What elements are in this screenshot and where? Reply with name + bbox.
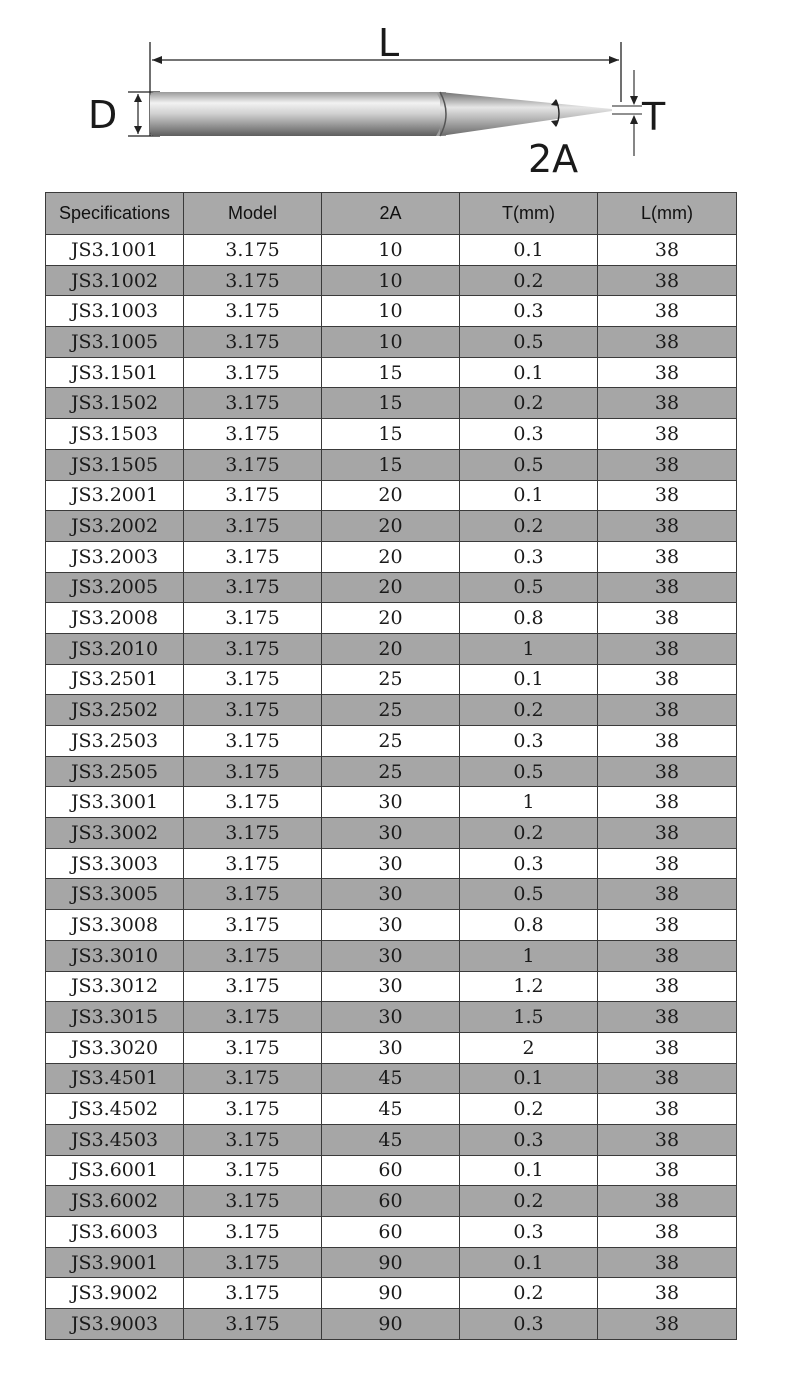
cell-tip: 0.3 (460, 1124, 598, 1155)
cell-angle: 25 (322, 664, 460, 695)
cell-length: 38 (598, 419, 737, 450)
table-row (46, 603, 737, 634)
cell-specification: JS3.4502 (46, 1094, 184, 1125)
cell-length: 38 (598, 357, 737, 388)
table-row (46, 235, 737, 266)
cell-length: 38 (598, 695, 737, 726)
cell-angle: 20 (322, 511, 460, 542)
cell-length: 38 (598, 1217, 737, 1248)
cell-tip: 0.2 (460, 1186, 598, 1217)
cell-angle: 20 (322, 633, 460, 664)
cell-angle: 25 (322, 695, 460, 726)
cell-specification: JS3.2001 (46, 480, 184, 511)
cell-specification: JS3.1505 (46, 449, 184, 480)
cell-tip: 0.1 (460, 480, 598, 511)
cell-length: 38 (598, 940, 737, 971)
cell-angle: 45 (322, 1124, 460, 1155)
cell-angle: 30 (322, 848, 460, 879)
cell-specification: JS3.4503 (46, 1124, 184, 1155)
cell-tip: 1.2 (460, 971, 598, 1002)
cell-tip: 0.8 (460, 910, 598, 941)
cell-specification: JS3.2502 (46, 695, 184, 726)
cell-specification: JS3.3002 (46, 818, 184, 849)
cell-model: 3.175 (184, 1186, 322, 1217)
cell-model: 3.175 (184, 910, 322, 941)
cell-specification: JS3.4501 (46, 1063, 184, 1094)
cell-tip: 0.5 (460, 449, 598, 480)
table-row (46, 818, 737, 849)
cell-specification: JS3.2002 (46, 511, 184, 542)
cell-length: 38 (598, 787, 737, 818)
cell-angle: 30 (322, 1002, 460, 1033)
table-row (46, 1186, 737, 1217)
table-row (46, 848, 737, 879)
cell-length: 38 (598, 296, 737, 327)
cell-length: 38 (598, 1247, 737, 1278)
cell-specification: JS3.1501 (46, 357, 184, 388)
table-row (46, 1309, 737, 1340)
cell-angle: 60 (322, 1155, 460, 1186)
cell-model: 3.175 (184, 1002, 322, 1033)
cell-angle: 30 (322, 787, 460, 818)
cell-length: 38 (598, 572, 737, 603)
cell-model: 3.175 (184, 1032, 322, 1063)
cell-angle: 30 (322, 910, 460, 941)
cell-length: 38 (598, 1278, 737, 1309)
cell-model: 3.175 (184, 572, 322, 603)
cell-angle: 60 (322, 1186, 460, 1217)
cell-angle: 30 (322, 1032, 460, 1063)
diameter-label: D (88, 93, 118, 137)
cell-angle: 15 (322, 449, 460, 480)
table-row (46, 1094, 737, 1125)
cell-model: 3.175 (184, 511, 322, 542)
table-row (46, 726, 737, 757)
cell-specification: JS3.6003 (46, 1217, 184, 1248)
cell-tip: 1 (460, 940, 598, 971)
cell-angle: 25 (322, 756, 460, 787)
cell-specification: JS3.3020 (46, 1032, 184, 1063)
cell-tip: 0.1 (460, 1063, 598, 1094)
cell-angle: 30 (322, 940, 460, 971)
header-model: Model (184, 193, 322, 235)
cell-length: 38 (598, 541, 737, 572)
cell-tip: 0.1 (460, 1247, 598, 1278)
cell-specification: JS3.3008 (46, 910, 184, 941)
cell-model: 3.175 (184, 419, 322, 450)
cell-specification: JS3.2003 (46, 541, 184, 572)
table-row (46, 572, 737, 603)
cell-tip: 2 (460, 1032, 598, 1063)
table-row (46, 1247, 737, 1278)
cell-angle: 90 (322, 1247, 460, 1278)
cell-tip: 0.3 (460, 726, 598, 757)
table-row (46, 541, 737, 572)
cell-model: 3.175 (184, 357, 322, 388)
cell-angle: 10 (322, 327, 460, 358)
cell-specification: JS3.2008 (46, 603, 184, 634)
specifications-table (45, 192, 737, 1340)
cell-model: 3.175 (184, 1155, 322, 1186)
cell-model: 3.175 (184, 235, 322, 266)
cell-length: 38 (598, 511, 737, 542)
table-row (46, 910, 737, 941)
cell-length: 38 (598, 971, 737, 1002)
cell-angle: 45 (322, 1063, 460, 1094)
cell-tip: 0.3 (460, 541, 598, 572)
cell-angle: 25 (322, 726, 460, 757)
cell-tip: 0.8 (460, 603, 598, 634)
cell-length: 38 (598, 910, 737, 941)
cell-model: 3.175 (184, 1309, 322, 1340)
cell-model: 3.175 (184, 1063, 322, 1094)
cell-length: 38 (598, 1309, 737, 1340)
cell-angle: 15 (322, 388, 460, 419)
cell-angle: 60 (322, 1217, 460, 1248)
cell-tip: 0.3 (460, 848, 598, 879)
table-row (46, 1278, 737, 1309)
cell-tip: 0.2 (460, 511, 598, 542)
tip-label: T (642, 95, 666, 139)
cell-specification: JS3.2010 (46, 633, 184, 664)
cell-model: 3.175 (184, 449, 322, 480)
cell-specification: JS3.1002 (46, 265, 184, 296)
table-row (46, 787, 737, 818)
cell-model: 3.175 (184, 695, 322, 726)
cell-model: 3.175 (184, 1278, 322, 1309)
cell-length: 38 (598, 756, 737, 787)
cell-specification: JS3.2501 (46, 664, 184, 695)
cell-angle: 15 (322, 419, 460, 450)
cell-angle: 20 (322, 541, 460, 572)
cell-model: 3.175 (184, 879, 322, 910)
cell-length: 38 (598, 1002, 737, 1033)
cell-length: 38 (598, 235, 737, 266)
cell-tip: 1.5 (460, 1002, 598, 1033)
cell-angle: 20 (322, 572, 460, 603)
bit-shank (150, 92, 446, 136)
cell-length: 38 (598, 1094, 737, 1125)
cell-length: 38 (598, 1186, 737, 1217)
cell-length: 38 (598, 1155, 737, 1186)
cell-specification: JS3.3015 (46, 1002, 184, 1033)
cell-tip: 0.2 (460, 265, 598, 296)
cell-length: 38 (598, 388, 737, 419)
cell-length: 38 (598, 265, 737, 296)
cell-model: 3.175 (184, 296, 322, 327)
table-row (46, 1217, 737, 1248)
cell-specification: JS3.6002 (46, 1186, 184, 1217)
cell-tip: 0.3 (460, 419, 598, 450)
table-body (46, 235, 737, 1340)
cell-length: 38 (598, 633, 737, 664)
table-row (46, 511, 737, 542)
cell-angle: 10 (322, 296, 460, 327)
table-header-row (46, 193, 737, 235)
cell-length: 38 (598, 1032, 737, 1063)
cell-model: 3.175 (184, 480, 322, 511)
cell-model: 3.175 (184, 265, 322, 296)
cell-tip: 0.1 (460, 1155, 598, 1186)
cell-model: 3.175 (184, 940, 322, 971)
cell-model: 3.175 (184, 1124, 322, 1155)
cell-length: 38 (598, 1124, 737, 1155)
length-label: L (378, 21, 400, 65)
table-row (46, 1063, 737, 1094)
cell-specification: JS3.1503 (46, 419, 184, 450)
cell-tip: 0.3 (460, 296, 598, 327)
cell-specification: JS3.1502 (46, 388, 184, 419)
cell-tip: 1 (460, 633, 598, 664)
cell-tip: 1 (460, 787, 598, 818)
cell-angle: 20 (322, 603, 460, 634)
table-row (46, 449, 737, 480)
cell-specification: JS3.9003 (46, 1309, 184, 1340)
cell-specification: JS3.3010 (46, 940, 184, 971)
cell-angle: 10 (322, 265, 460, 296)
cell-length: 38 (598, 1063, 737, 1094)
cell-model: 3.175 (184, 664, 322, 695)
table-row (46, 480, 737, 511)
angle-label: 2A (528, 137, 579, 181)
cell-tip: 0.2 (460, 1278, 598, 1309)
cell-specification: JS3.9002 (46, 1278, 184, 1309)
cell-angle: 90 (322, 1278, 460, 1309)
cell-model: 3.175 (184, 1094, 322, 1125)
tip-dimension (612, 70, 642, 156)
cell-model: 3.175 (184, 388, 322, 419)
cell-model: 3.175 (184, 818, 322, 849)
cell-specification: JS3.1003 (46, 296, 184, 327)
table-row (46, 296, 737, 327)
cell-length: 38 (598, 480, 737, 511)
cell-tip: 0.1 (460, 357, 598, 388)
header-specifications: Specifications (46, 193, 184, 235)
cell-length: 38 (598, 848, 737, 879)
table-row (46, 1155, 737, 1186)
cell-model: 3.175 (184, 756, 322, 787)
cell-specification: JS3.3003 (46, 848, 184, 879)
cell-length: 38 (598, 726, 737, 757)
header-tip: T(mm) (460, 193, 598, 235)
header-length: L(mm) (598, 193, 737, 235)
cell-tip: 0.5 (460, 327, 598, 358)
cell-model: 3.175 (184, 327, 322, 358)
cell-angle: 20 (322, 480, 460, 511)
cell-angle: 30 (322, 971, 460, 1002)
header-angle: 2A (322, 193, 460, 235)
cell-tip: 0.2 (460, 695, 598, 726)
table-row (46, 971, 737, 1002)
table-row (46, 1032, 737, 1063)
engraving-bit-diagram (0, 0, 790, 190)
cell-model: 3.175 (184, 633, 322, 664)
table-row (46, 419, 737, 450)
cell-specification: JS3.1001 (46, 235, 184, 266)
cell-angle: 30 (322, 818, 460, 849)
cell-model: 3.175 (184, 1247, 322, 1278)
cell-length: 38 (598, 603, 737, 634)
table-row (46, 1124, 737, 1155)
cell-model: 3.175 (184, 541, 322, 572)
cell-tip: 0.5 (460, 756, 598, 787)
cell-length: 38 (598, 327, 737, 358)
cell-specification: JS3.1005 (46, 327, 184, 358)
cell-specification: JS3.9001 (46, 1247, 184, 1278)
cell-model: 3.175 (184, 726, 322, 757)
table-row (46, 357, 737, 388)
table-row (46, 633, 737, 664)
cell-model: 3.175 (184, 787, 322, 818)
table-row (46, 388, 737, 419)
cell-tip: 0.1 (460, 235, 598, 266)
table-row (46, 756, 737, 787)
table-row (46, 940, 737, 971)
cell-angle: 30 (322, 879, 460, 910)
cell-tip: 0.2 (460, 818, 598, 849)
cell-model: 3.175 (184, 603, 322, 634)
cell-tip: 0.3 (460, 1309, 598, 1340)
cell-specification: JS3.6001 (46, 1155, 184, 1186)
cell-angle: 10 (322, 235, 460, 266)
table-row (46, 1002, 737, 1033)
cell-angle: 45 (322, 1094, 460, 1125)
cell-specification: JS3.2503 (46, 726, 184, 757)
cell-specification: JS3.3005 (46, 879, 184, 910)
cell-model: 3.175 (184, 971, 322, 1002)
table-row (46, 664, 737, 695)
cell-model: 3.175 (184, 1217, 322, 1248)
cell-tip: 0.5 (460, 572, 598, 603)
table-row (46, 879, 737, 910)
cell-length: 38 (598, 818, 737, 849)
cell-tip: 0.2 (460, 388, 598, 419)
cell-angle: 15 (322, 357, 460, 388)
cell-model: 3.175 (184, 848, 322, 879)
cell-specification: JS3.2505 (46, 756, 184, 787)
cell-tip: 0.1 (460, 664, 598, 695)
table-row (46, 695, 737, 726)
cell-length: 38 (598, 449, 737, 480)
table-row (46, 265, 737, 296)
cell-tip: 0.3 (460, 1217, 598, 1248)
cell-specification: JS3.2005 (46, 572, 184, 603)
cell-specification: JS3.3012 (46, 971, 184, 1002)
table-row (46, 327, 737, 358)
cell-tip: 0.2 (460, 1094, 598, 1125)
cell-tip: 0.5 (460, 879, 598, 910)
cell-specification: JS3.3001 (46, 787, 184, 818)
cell-angle: 90 (322, 1309, 460, 1340)
cell-length: 38 (598, 879, 737, 910)
bit-tip (440, 92, 612, 136)
cell-length: 38 (598, 664, 737, 695)
